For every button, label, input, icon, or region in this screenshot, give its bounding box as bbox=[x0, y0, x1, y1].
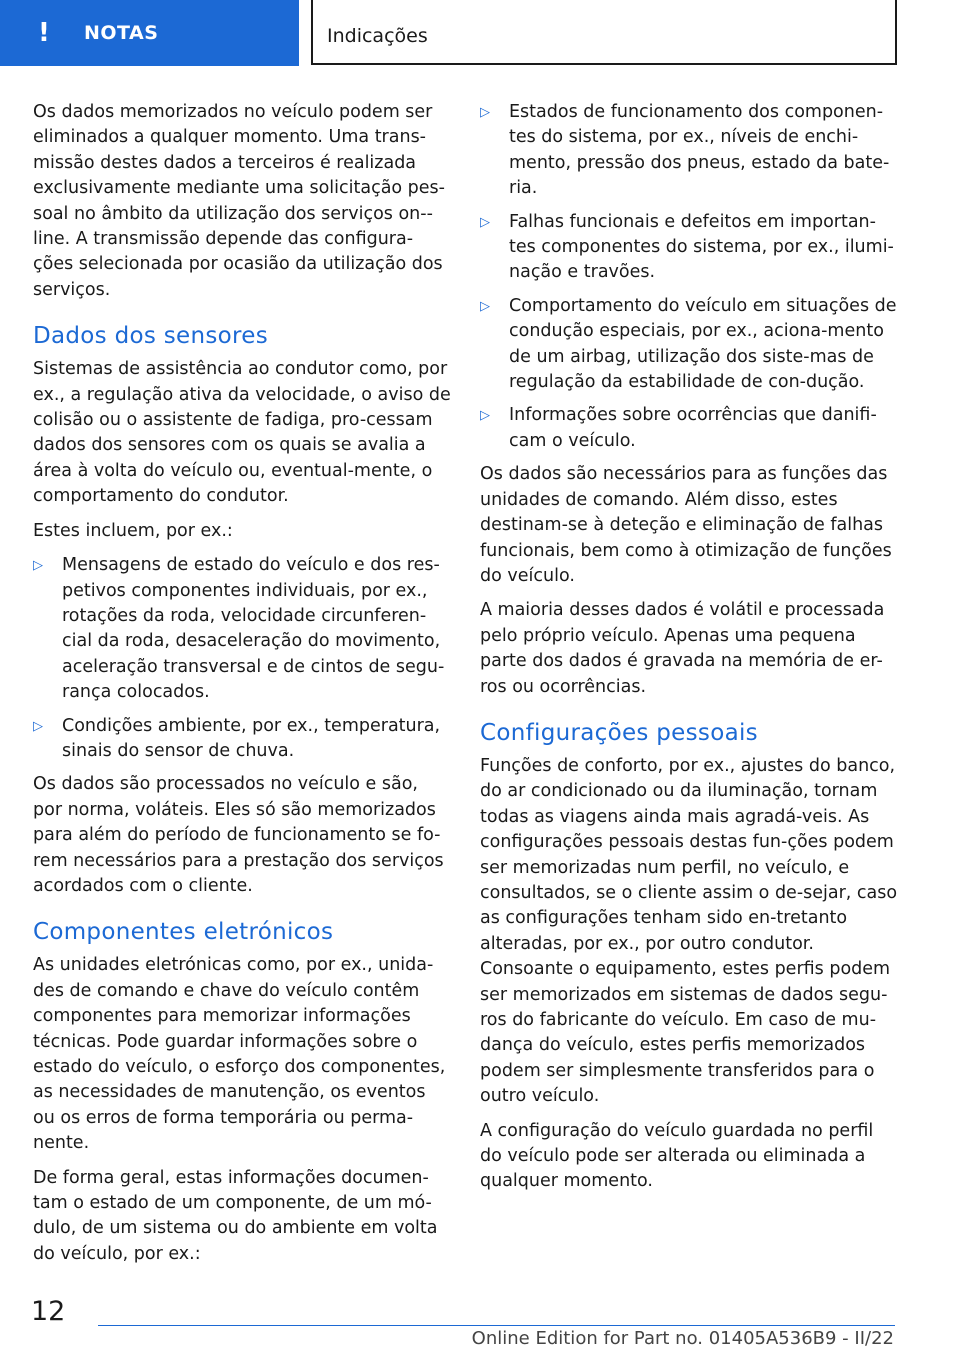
heading-configuracoes-pessoais: Configurações pessoais bbox=[480, 719, 758, 746]
page-number: 12 bbox=[31, 1296, 66, 1327]
list-item: ▷ Falhas funcionais e defeitos em importan-tes componentes do sistema, por ex., ilumi-nação e travões. bbox=[480, 211, 894, 283]
bullet-list bbox=[480, 100, 898, 454]
paragraph: Os dados memorizados no veículo podem ser eliminados a qualquer momento. Uma trans-missão destes dados a terceiros é realizada exclusivamente mediante uma solicitação pes-soal no âmbito da utilização dos serviços on--line. A transmissão depende das configura-ções selecionada por ocasião da utilização dos serviços. bbox=[33, 102, 445, 300]
paragraph: Estes incluem, por ex.: bbox=[33, 520, 233, 541]
triangle-bullet-icon: ▷ bbox=[33, 718, 43, 734]
section-label: NOTAS bbox=[84, 22, 159, 44]
footer-divider bbox=[98, 1325, 895, 1326]
right-column bbox=[480, 100, 898, 1204]
bullet-list bbox=[33, 553, 451, 764]
triangle-bullet-icon: ▷ bbox=[33, 558, 43, 574]
paragraph: Sistemas de assistência ao condutor como, por ex., a regulação ativa da velocidade, o aviso de colisão ou o assistente de fadiga, pro-cessam dados dos sensores com os quais se avalia a área à volta do veículo ou, eventual-mente, o comportamento do condutor. bbox=[33, 359, 451, 507]
list-item: ▷ Informações sobre ocorrências que danifi-cam o veículo. bbox=[480, 405, 877, 451]
triangle-bullet-icon: ▷ bbox=[480, 105, 490, 120]
heading-dados-dos-sensores: Dados dos sensores bbox=[33, 323, 268, 350]
section-tab bbox=[0, 0, 299, 66]
left-column bbox=[33, 100, 451, 1276]
triangle-bullet-icon: ▷ bbox=[480, 408, 490, 424]
page-title: Indicações bbox=[327, 25, 428, 47]
triangle-bullet-icon: ▷ bbox=[480, 298, 490, 314]
list-item: ▷ Mensagens de estado do veículo e dos res-petivos componentes individuais, por ex., rotações da roda, velocidade circunferen-cial da roda, desaceleração do movimento, aceleração transversal e de cintos de segu-rança colocados. bbox=[33, 555, 445, 703]
edition-note: Online Edition for Part no. 01405A536B9 - II/22 bbox=[471, 1328, 894, 1349]
list-item: ▷ Comportamento do veículo em situações de condução especiais, por ex., aciona-mento de um airbag, utilização dos siste-mas de regulação da estabilidade de con-dução. bbox=[480, 295, 897, 393]
paragraph: Os dados são processados no veículo e são, por norma, voláteis. Eles só são memorizados para além do período de funcionamento se fo-rem necessários para a prestação dos serviços acordados com o cliente. bbox=[33, 774, 444, 896]
paragraph: As unidades eletrónicas como, por ex., unida-des de comando e chave do veículo contêm componentes para memorizar informações técnicas. Pode guardar informações sobre o estado do veículo, o esforço dos componentes, as necessidades de manutenção, os eventos ou os erros de forma temporária ou perma-nente. bbox=[33, 955, 446, 1154]
list-item: ▷ Estados de funcionamento dos componen-tes do sistema, por ex., níveis de enchi-mento, pressão dos pneus, estado da bate-ria. bbox=[480, 102, 890, 199]
exclamation-icon: ! bbox=[38, 18, 50, 48]
paragraph: Funções de conforto, por ex., ajustes do banco, do ar condicionado ou da iluminação, tornam todas as viagens ainda mais agradá-veis. As configurações pessoais destas fun-ções podem ser memorizadas num perfil, no veículo, e consultados, se o cliente assim o de-sejar, caso as configurações tenham sido en-tretanto alteradas, por ex., por outro condutor. Consoante o equipamento, estes perfis podem ser memorizados em sistemas de dados segu-ros do fabricante do veículo. Em caso de mu-dança do veículo, estes perfis memorizados podem ser simplesmente transferidos para o outro veículo. bbox=[480, 755, 898, 1107]
list-item: ▷ Condições ambiente, por ex., temperatura, sinais do sensor de chuva. bbox=[33, 715, 441, 761]
paragraph: De forma geral, estas informações documen-tam o estado de um componente, de um mó-dulo, de um sistema ou do ambiente em volta do veículo, por ex.: bbox=[33, 1167, 438, 1264]
page-title-box bbox=[311, 0, 897, 65]
paragraph: A configuração do veículo guardada no perfil do veículo pode ser alterada ou eliminada a qualquer momento. bbox=[480, 1120, 874, 1192]
heading-componentes-eletronicos: Componentes eletrónicos bbox=[33, 919, 334, 946]
triangle-bullet-icon: ▷ bbox=[480, 214, 490, 230]
paragraph: A maioria desses dados é volátil e processada pelo próprio veículo. Apenas uma pequena parte dos dados é gravada na memória de er-ros ou ocorrências. bbox=[480, 600, 885, 697]
paragraph: Os dados são necessários para as funções das unidades de comando. Além disso, estes destinam-se à deteção e eliminação de falhas funcionais, bem como à otimização de funções do veículo. bbox=[480, 464, 892, 586]
